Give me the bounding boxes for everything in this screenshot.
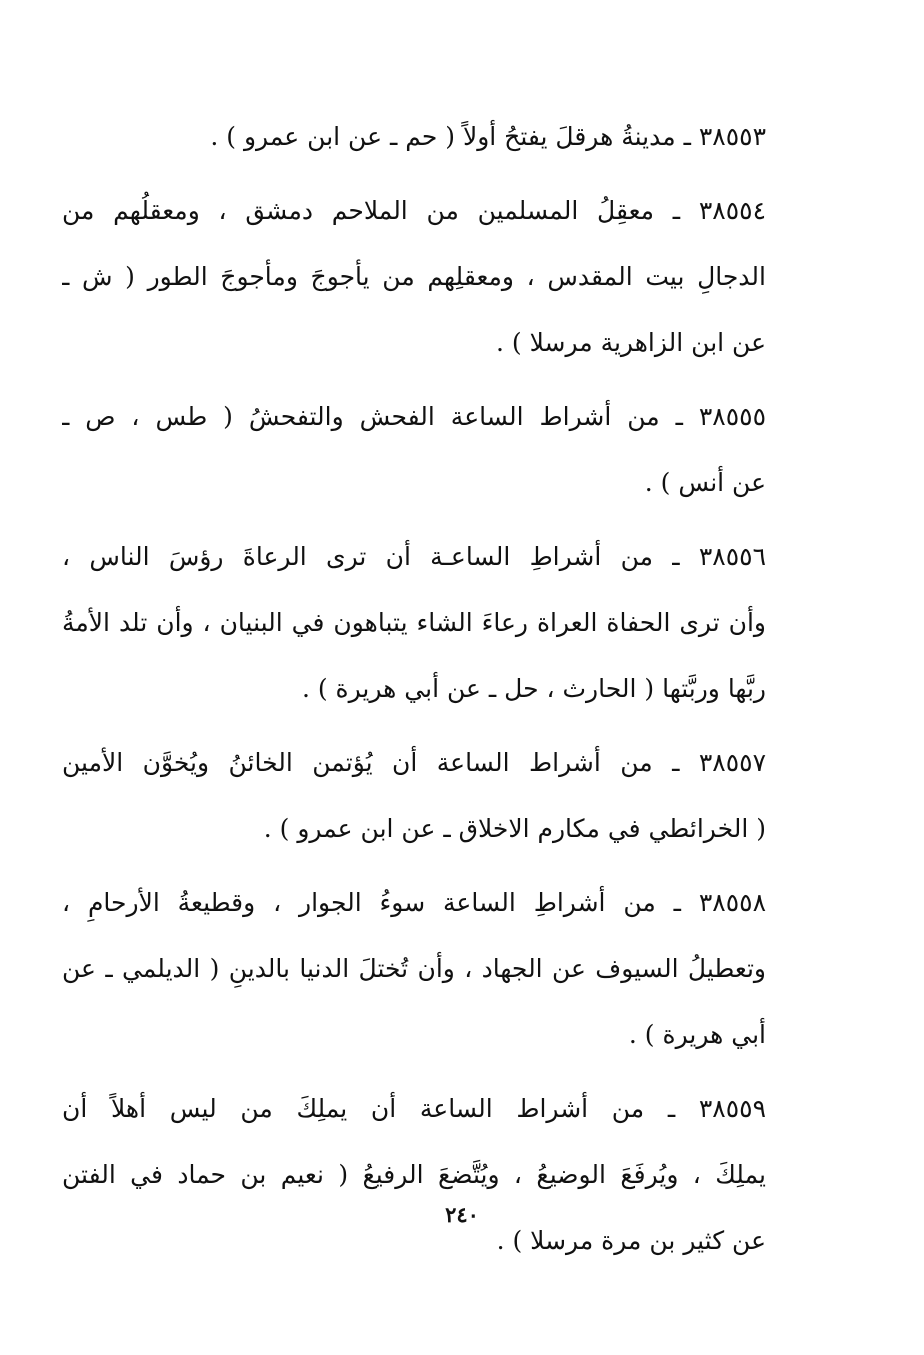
hadith-entry-38555: [62, 384, 766, 516]
page-number: ٢٤٠: [445, 1202, 479, 1227]
hadith-entry-38559: [62, 1076, 766, 1274]
entry-line: ٣٨٥٥٤ ـ معقِلُ المسلمين من الملاحم دمشق ، ومعقلُهم من: [62, 196, 766, 225]
entry-line: ربَّها وربَّتها ( الحارث ، حل ـ عن أبي هريرة ) .: [301, 674, 766, 703]
entry-line: يملِكَ ، ويُرفَعَ الوضيعُ ، ويُتَّضعَ الرفيعُ ( نعيم بن حماد في الفتن: [62, 1160, 766, 1189]
entry-line: عن كثير بن مرة مرسلا ) .: [496, 1226, 766, 1255]
entry-line: ٣٨٥٥٥ ـ من أشراط الساعة الفحش والتفحشُ ( طس ، ص ـ: [62, 402, 766, 431]
entry-line: الدجالِ بيت المقدس ، ومعقلِهم من يأجوجَ ومأجوجَ الطور ( ش ـ: [62, 262, 766, 291]
entry-line: عن أنس ) .: [644, 468, 766, 497]
hadith-list: [62, 104, 766, 1282]
hadith-entry-38556: [62, 524, 766, 722]
entry-line: ٣٨٥٥٦ ـ من أشراطِ الساعـة أن ترى الرعاةَ رؤسَ الناس ،: [62, 542, 766, 571]
entry-line: ٣٨٥٥٣ ـ مدينةُ هرقلَ يفتحُ أولاً ( حم ـ عن ابن عمرو ) .: [210, 122, 766, 151]
entry-line: وتعطيلُ السيوف عن الجهاد ، وأن تُختلَ الدنيا بالدينِ ( الديلمي ـ عن: [62, 954, 766, 983]
entry-line: ٣٨٥٥٨ ـ من أشراطِ الساعة سوءُ الجوار ، وقطيعةُ الأرحامِ ،: [62, 888, 766, 917]
entry-line: ٣٨٥٥٩ ـ من أشراط الساعة أن يملِكَ من ليس أهلاً أن: [62, 1094, 766, 1123]
entry-line: أبي هريرة ) .: [628, 1020, 766, 1049]
hadith-entry-38557: [62, 730, 766, 862]
entry-line: ( الخرائطي في مكارم الاخلاق ـ عن ابن عمرو ) .: [263, 814, 766, 843]
hadith-entry-38558: [62, 870, 766, 1068]
hadith-entry-38554: [62, 178, 766, 376]
entry-line: ٣٨٥٥٧ ـ من أشراط الساعة أن يُؤتمن الخائنُ ويُخوَّن الأمين: [62, 748, 766, 777]
entry-line: عن ابن الزاهرية مرسلا ) .: [495, 328, 766, 357]
hadith-entry-38553: [62, 104, 766, 170]
entry-line: وأن ترى الحفاة العراة رعاءَ الشاء يتباهون في البنيان ، وأن تلد الأمةُ: [62, 608, 766, 637]
